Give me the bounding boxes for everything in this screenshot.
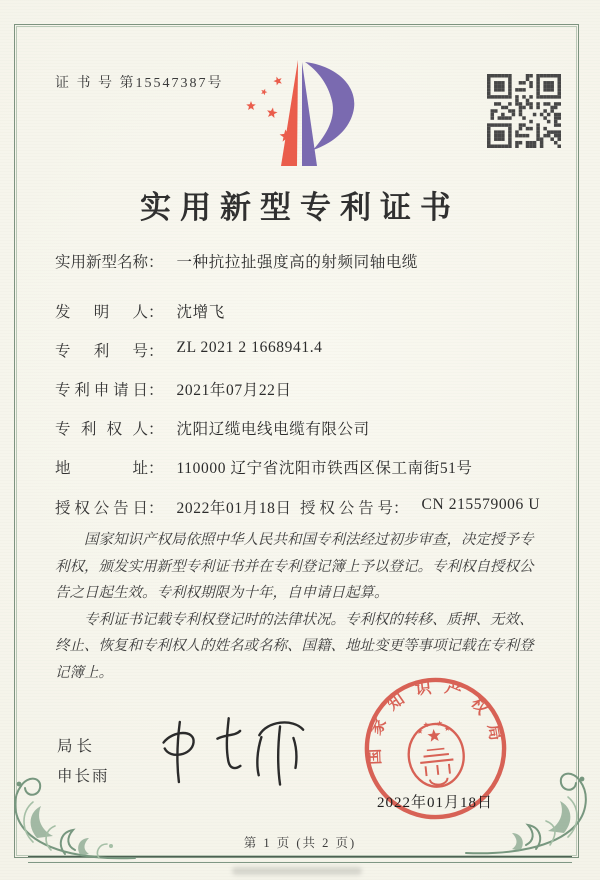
logo-stars bbox=[246, 77, 292, 142]
national-emblem-icon bbox=[405, 718, 466, 789]
field-label: 专利申请日 bbox=[55, 382, 148, 399]
commissioner-name: 申长雨 bbox=[57, 768, 110, 785]
qr-code-icon bbox=[487, 74, 561, 148]
grant-date: 授权公告日 ： 2022年01月18日 bbox=[55, 500, 292, 517]
field-list bbox=[55, 250, 560, 495]
field-utility-model-name: 实用新型名称 ： 一种抗拉扯强度高的射频同轴电缆 bbox=[55, 250, 560, 289]
field-label: 发明人 bbox=[55, 304, 148, 321]
field-label: 专利权人 bbox=[55, 421, 148, 438]
field-label: 地址 bbox=[55, 460, 148, 477]
page-footer: 第 1 页 (共 2 页) bbox=[243, 836, 357, 850]
handwritten-signature-icon bbox=[146, 705, 327, 805]
field-value: 2021年07月22日 bbox=[176, 382, 292, 399]
field-value: 沈增飞 bbox=[176, 304, 225, 321]
seal-date: 2022年01月18日 bbox=[377, 795, 494, 811]
cnipa-logo-icon bbox=[241, 56, 363, 170]
grant-announcement-row bbox=[55, 496, 560, 518]
field-application-date: 专利申请日 ： 2021年07月22日 bbox=[55, 378, 560, 417]
grant-number: 授权公告号 ： CN 215579006 U bbox=[300, 496, 541, 517]
legal-text bbox=[55, 527, 547, 686]
field-patentee: 专利权人 ： 沈阳辽缆电线电缆有限公司 bbox=[55, 417, 560, 456]
logo-purple-wedge bbox=[302, 62, 317, 166]
certificate-title: 实用新型专利证书 bbox=[140, 190, 460, 225]
logo-red-wedge bbox=[281, 60, 298, 166]
commissioner-title: 局长 bbox=[57, 738, 97, 755]
field-value: 沈阳辽缆电线电缆有限公司 bbox=[176, 421, 370, 438]
field-address: 地址 ： 110000 辽宁省沈阳市铁西区保工南街51号 bbox=[55, 456, 560, 495]
field-value: 110000 辽宁省沈阳市铁西区保工南街51号 bbox=[176, 460, 473, 477]
field-label: 实用新型名称 bbox=[55, 254, 149, 271]
field-label: 专利号 bbox=[55, 343, 148, 360]
scan-artifact bbox=[232, 867, 362, 875]
field-patent-number: 专利号 ： ZL 2021 2 1668941.4 bbox=[55, 339, 323, 360]
field-value: ZL 2021 2 1668941.4 bbox=[176, 339, 323, 356]
legal-paragraph-2: 专利证书记载专利权登记时的法律状况。专利权的转移、质押、无效、终止、恢复和专利权人的姓名或名称、国籍、地址变更等事项记载在专利登记簿上。 bbox=[55, 611, 534, 681]
corner-flourish-icon bbox=[3, 746, 139, 868]
legal-paragraph-1: 国家知识产权局依照中华人民共和国专利法经过初步审查，决定授予专利权，颁发实用新型专利证书并在专利登记簿上予以登记。专利权自授权公告之日起生效。专利权期限为十年，自申请日起算。 bbox=[55, 532, 534, 601]
seal-text: 国家知识产权局 bbox=[366, 678, 506, 766]
certificate-number: 证 书 号 第15547387号 bbox=[55, 76, 224, 91]
field-value: 一种抗拉扯强度高的射频同轴电缆 bbox=[176, 254, 419, 271]
field-inventor: 发明人 ： 沈增飞 bbox=[55, 300, 560, 339]
